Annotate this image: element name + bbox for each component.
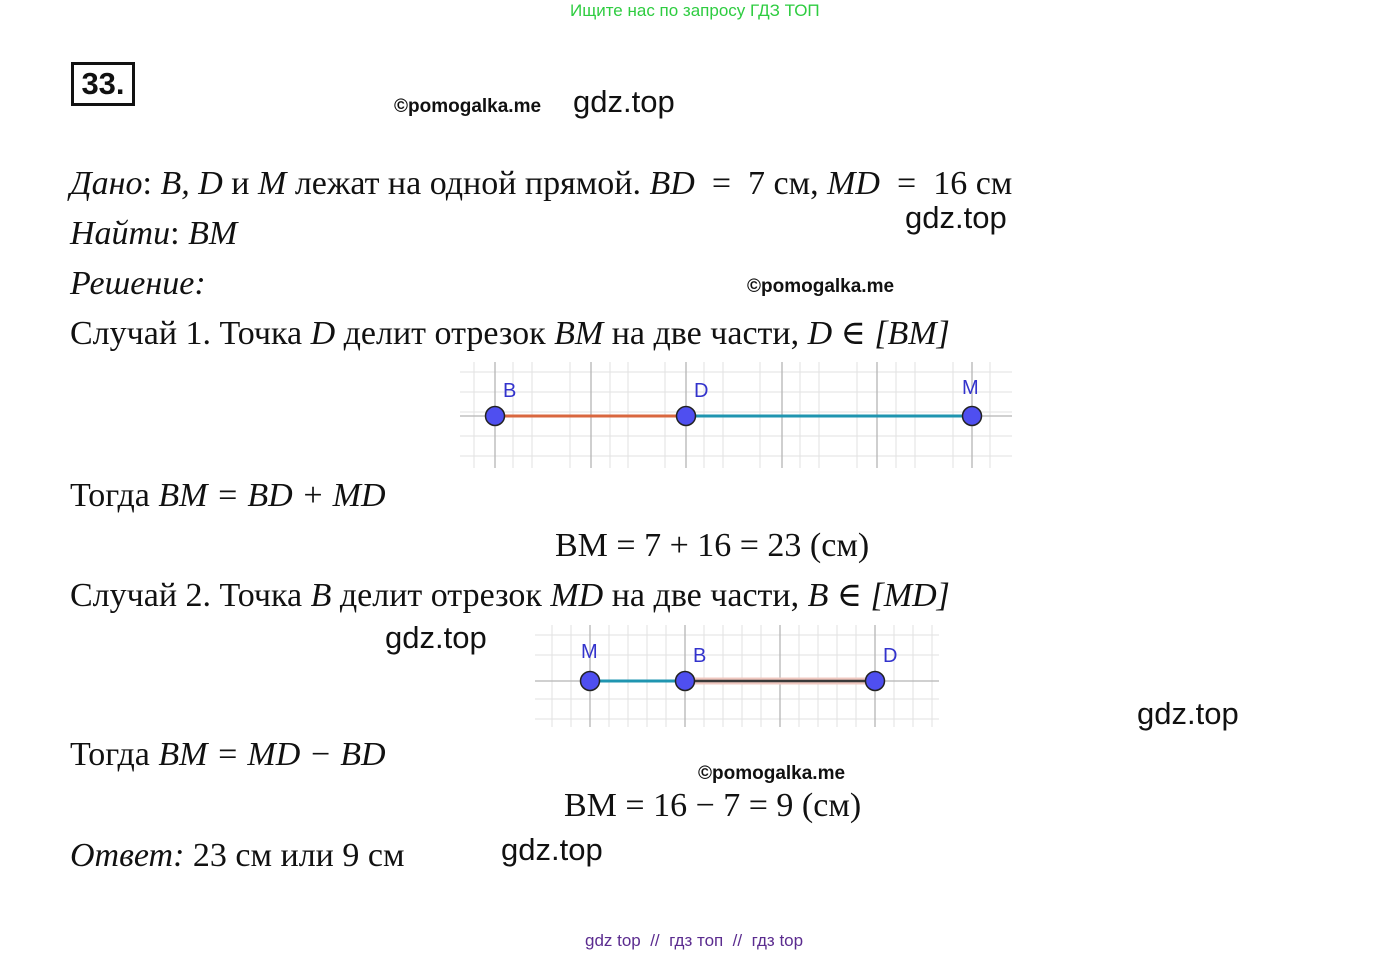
label-m: M — [962, 377, 979, 399]
watermark-copyright: ©pomogalka.me — [747, 276, 895, 297]
case2-segment: MD — [550, 577, 604, 614]
footer-links[interactable]: gdz top // гдз топ // гдз top — [585, 931, 804, 950]
watermark-copyright: ©pomogalka.me — [698, 763, 846, 784]
label-b: B — [503, 380, 517, 402]
watermark-site: gdz.top — [573, 84, 675, 119]
solution-label: Решение: — [70, 265, 206, 302]
find-line — [70, 214, 237, 254]
watermark-site: gdz.top — [501, 832, 603, 867]
answer-value: 23 см или 9 см — [192, 837, 405, 874]
problem-number: 33. — [71, 62, 135, 106]
answer-line — [70, 836, 404, 876]
point-d — [866, 672, 885, 691]
given-colon: : — [142, 165, 152, 202]
given-line — [70, 164, 1012, 204]
case2-formula: BM = MD − BD — [158, 736, 386, 773]
case1-then: Тогда — [70, 477, 150, 514]
find-label: Найти — [70, 215, 171, 252]
point-b — [676, 672, 695, 691]
point-b — [486, 407, 505, 426]
point-d — [677, 407, 696, 426]
case1-calc: BM = 7 + 16 = 23 (см) — [555, 527, 870, 564]
case1-line — [70, 314, 950, 354]
watermark-site: gdz.top — [1137, 696, 1239, 731]
find-target: BM — [188, 215, 238, 252]
case1-diagram — [460, 362, 1012, 468]
case2-membership: B ∈ [MD] — [807, 577, 950, 614]
watermark-copyright: ©pomogalka.me — [394, 96, 542, 117]
given-md-value: 16 см — [933, 165, 1013, 202]
answer-label: Ответ: — [70, 837, 185, 874]
case2-then: Тогда — [70, 736, 150, 773]
point-m — [963, 407, 982, 426]
given-eq: = — [711, 165, 731, 202]
label-d: D — [883, 645, 898, 667]
case2-calc: BM = 16 − 7 = 9 (см) — [564, 787, 862, 824]
case1-segment: BM — [554, 315, 604, 352]
case1-formula: BM = BD + MD — [158, 477, 386, 514]
case1-membership: D ∈ [BM] — [807, 315, 950, 352]
given-points: B, D — [160, 165, 223, 202]
given-text: лежат на одной прямой. — [294, 165, 641, 202]
case2-middle: делит отрезок — [339, 577, 542, 614]
given-md: MD — [827, 165, 880, 202]
case1-point: D — [310, 315, 336, 352]
label-m: M — [581, 641, 598, 663]
label-b: B — [693, 645, 707, 667]
watermark-site: gdz.top — [385, 620, 487, 655]
case2-suffix: на две части, — [611, 577, 800, 614]
given-bd-value: 7 см, — [748, 165, 819, 202]
case1-suffix: на две части, — [611, 315, 800, 352]
given-and: и — [231, 165, 250, 202]
case2-diagram — [535, 625, 939, 727]
point-m — [581, 672, 600, 691]
case2-line — [70, 576, 950, 616]
case2-then-line — [70, 735, 386, 775]
given-bd: BD — [649, 165, 695, 202]
given-point-m: M — [257, 165, 287, 202]
case2-point: B — [310, 577, 332, 614]
top-banner: Ищите нас по запросу ГДЗ ТОП — [570, 1, 820, 20]
case1-prefix: Случай 1. Точка — [70, 315, 303, 352]
find-colon: : — [170, 215, 180, 252]
label-d: D — [694, 380, 709, 402]
case1-middle: делит отрезок — [343, 315, 546, 352]
given-eq: = — [897, 165, 917, 202]
watermark-site: gdz.top — [905, 200, 1007, 235]
case2-prefix: Случай 2. Точка — [70, 577, 303, 614]
case1-then-line — [70, 476, 386, 516]
given-label: Дано — [70, 165, 143, 202]
